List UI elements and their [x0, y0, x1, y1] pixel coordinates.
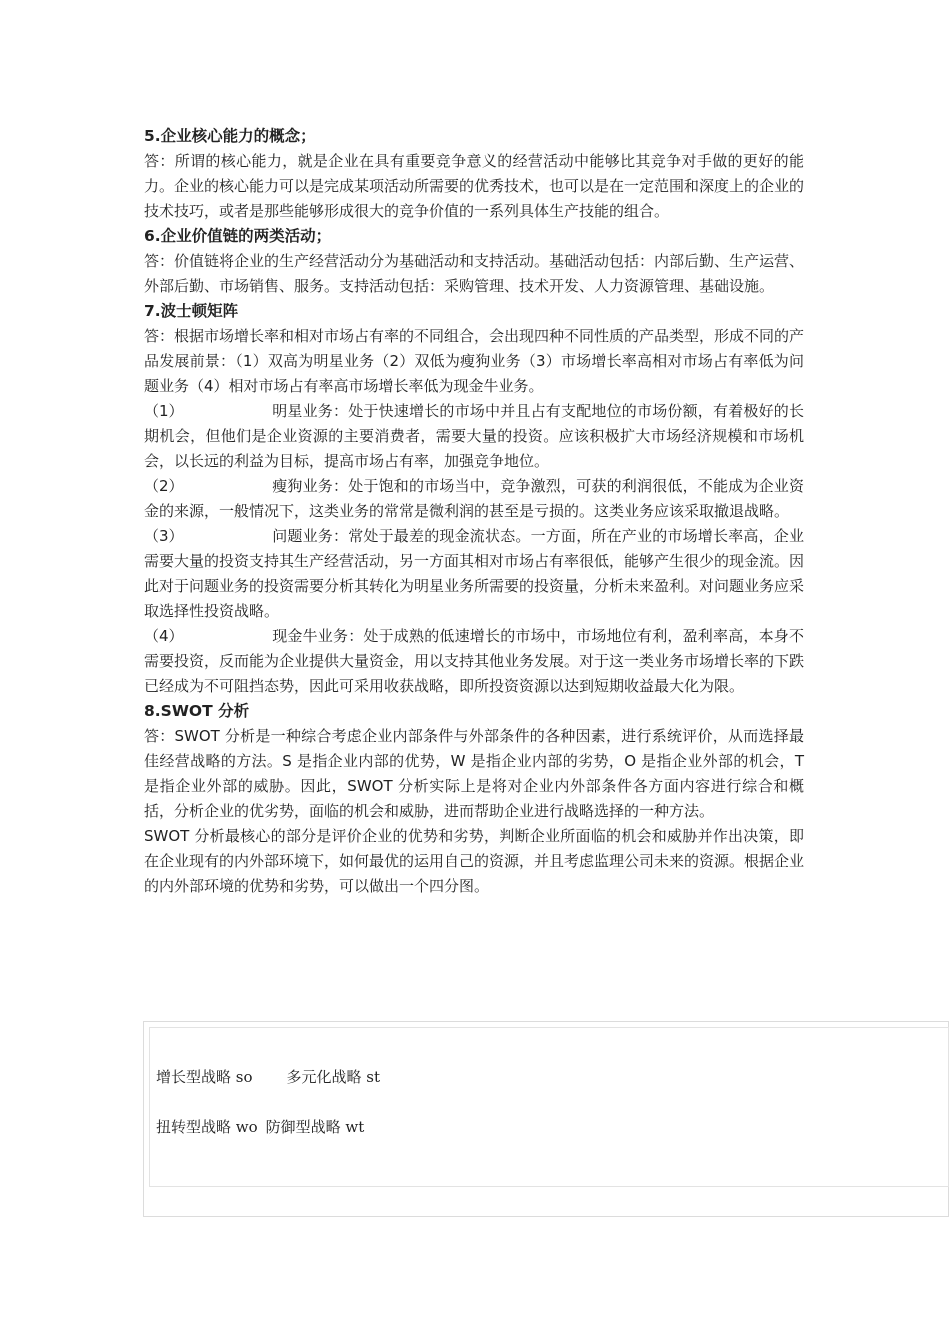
section-6-answer: 答：价值链将企业的生产经营活动分为基础活动和支持活动。基础活动包括：内部后勤、生产运营、外部后勤、市场销售、服务。支持活动包括：采购管理、技术开发、人力资源管理、基础设施。 — [144, 252, 805, 295]
matrix-row-strengths — [156, 1066, 380, 1087]
item-number: （2） — [144, 477, 184, 495]
section-heading-8: 8.SWOT 分析 — [144, 702, 250, 720]
item-text: 明星业务：处于快速增长的市场中并且占有支配地位的市场份额，有着极好的长期机会，但他们是企业资源的主要消费者，需要大量的投资。应该积极扩大市场经济规模和市场机会，以长远的利益为目标，提高市场占有率，加强竞争地位。 — [144, 402, 804, 470]
list-item — [144, 524, 804, 624]
item-text: 瘦狗业务：处于饱和的市场当中，竞争激烈，可获的利润很低，不能成为企业资金的来源，一般情况下，这类业务的常常是微利润的甚至是亏损的。这类业务应该采取撤退战略。 — [144, 477, 804, 520]
document-body — [144, 124, 804, 899]
matrix-cell-wt: 防御型战略 wt — [265, 1118, 365, 1136]
list-item — [144, 474, 804, 524]
swot-matrix-figure — [143, 1021, 949, 1217]
matrix-cell-st: 多元化战略 st — [286, 1068, 380, 1086]
list-item — [144, 624, 804, 699]
section-heading-7: 7.波士顿矩阵 — [144, 302, 239, 320]
section-8-paragraph-2: SWOT 分析最核心的部分是评价企业的优势和劣势，判断企业所面临的机会和威胁并作出决策，即在企业现有的内外部环境下，如何最优的运用自己的资源，并且考虑监理公司未来的资源。根据企业的内外部环境的优势和劣势，可以做出一个四分图。 — [144, 827, 805, 895]
section-7-answer: 答：根据市场增长率和相对市场占有率的不同组合，会出现四种不同性质的产品类型，形成不同的产品发展前景：（1）双高为明星业务（2）双低为瘦狗业务（3）市场增长率高相对市场占有率低为问题业务（4）相对市场占有率高市场增长率低为现金牛业务。 — [144, 327, 805, 395]
list-item — [144, 399, 804, 474]
swot-matrix-table — [149, 1027, 949, 1187]
item-number: （1） — [144, 402, 184, 420]
matrix-cell-wo: 扭转型战略 wo — [156, 1118, 258, 1136]
item-number: （4） — [144, 627, 184, 645]
section-heading-6: 6.企业价值链的两类活动； — [144, 227, 332, 245]
section-5-answer: 答：所谓的核心能力，就是企业在具有重要竞争意义的经营活动中能够比其竞争对手做的更好的能力。企业的核心能力可以是完成某项活动所需要的优秀技术，也可以是在一定范围和深度上的企业的技术技巧，或者是那些能够形成很大的竞争价值的一系列具体生产技能的组合。 — [144, 152, 805, 220]
matrix-cell-so: 增长型战略 so — [156, 1068, 253, 1086]
section-8-answer: 答：SWOT 分析是一种综合考虑企业内部条件与外部条件的各种因素，进行系统评价，从而选择最佳经营战略的方法。S 是指企业内部的优势，W 是指企业内部的劣势，O 是指企业外部的机会，T 是指企业外部的威胁。因此，SWOT 分析实际上是将对企业内外部条件各方面内容进行综合和概括，分析企业的优劣势，面临的机会和威胁，进而帮助企业进行战略选择的一种方法。 — [144, 727, 804, 820]
item-text: 问题业务：常处于最差的现金流状态。一方面，所在产业的市场增长率高，企业需要大量的投资支持其生产经营活动，另一方面其相对市场占有率很低，能够产生很少的现金流。因此对于问题业务的投资需要分析其转化为明星业务所需要的投资量，分析未来盈利。对问题业务应采取选择性投资战略。 — [144, 527, 805, 620]
item-text: 现金牛业务：处于成熟的低速增长的市场中，市场地位有利，盈利率高，本身不需要投资，反而能为企业提供大量资金，用以支持其他业务发展。对于这一类业务市场增长率的下跌已经成为不可阻挡态势，因此可采用收获战略，即所投资资源以达到短期收益最大化为限。 — [144, 627, 805, 695]
item-number: （3） — [144, 527, 184, 545]
matrix-row-weaknesses — [156, 1116, 364, 1137]
section-heading-5: 5.企业核心能力的概念； — [144, 127, 316, 145]
